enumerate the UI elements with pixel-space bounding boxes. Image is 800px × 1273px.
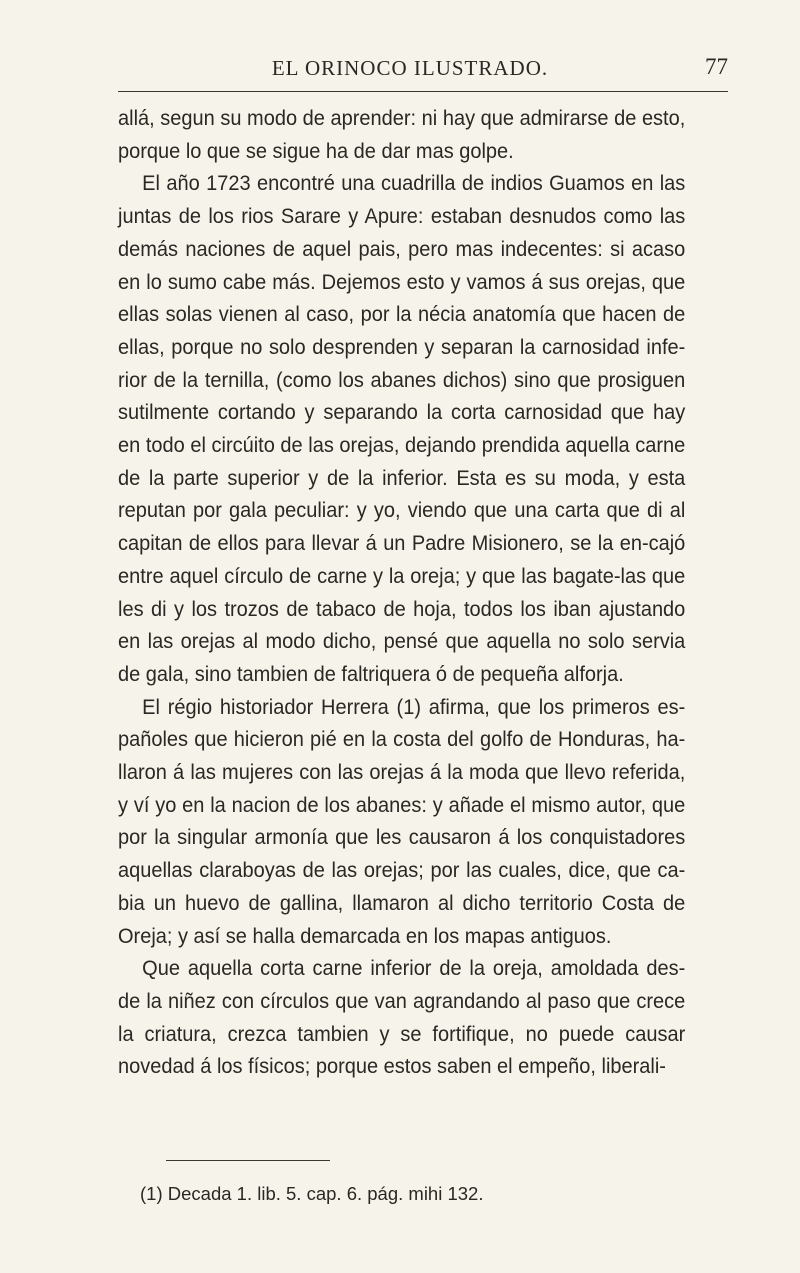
header-rule: [118, 91, 728, 92]
paragraph: El régio historiador Herrera (1) afirma, que los primeros es-pañoles que hicieron pié en la costa del golfo de Honduras, ha-llaron á las mujeres con las orejas á la moda que llevo referida, y ví yo en la nacion de los abanes: y añade el mismo autor, que por la singular armonía que les causaron á los conquistadores aquellas claraboyas de las orejas; por las cuales, dice, que ca-bia un huevo de gallina, llamaron al dicho territorio Costa de Oreja; y así se halla demarcada en los mapas antiguos.: [118, 694, 686, 948]
page-header: [118, 52, 728, 82]
running-title: EL ORINOCO ILUSTRADO.: [271, 56, 549, 80]
footnote-rule: [166, 1160, 330, 1161]
paragraph: allá, segun su modo de aprender: ni hay que admirarse de esto, porque lo que se sigue ha de dar mas golpe.: [118, 106, 686, 163]
footnote: (1) Decada 1. lib. 5. cap. 6. pág. mihi 132.: [140, 1183, 484, 1204]
paragraph: Que aquella corta carne inferior de la oreja, amoldada des-de la niñez con círculos que van agrandando al paso que crece la criatura, crezca tambien y se fortifique, no puede causar novedad á los físicos; porque estos saben el empeño, liberali-: [118, 956, 686, 1079]
page-number: 77: [705, 54, 728, 79]
body-text: [118, 102, 685, 1083]
paragraph: El año 1723 encontré una cuadrilla de indios Guamos en las juntas de los rios Sarare y Apure: estaban desnudos como las demás naciones de aquel pais, pero mas indecentes: si acaso en lo sumo cabe más. Dejemos esto y vamos á sus orejas, que ellas solas vienen al caso, por la nécia anatomía que hacen de ellas, porque no solo desprenden y separan la carnosidad infe-rior de la ternilla, (como los abanes dichos) sino que prosiguen sutilmente cortando y separando la corta carnosidad que hay en todo el circúito de las orejas, dejando prendida aquella carne de la parte superior y de la inferior. Esta es su moda, y esta reputan por gala peculiar: y yo, viendo que una carta que di al capitan de ellos para llevar á un Padre Misionero, se la en-cajó entre aquel círculo de carne y la oreja; y que las bagate-las que les di y los trozos de tabaco de hoja, todos los iban ajustando en las orejas al modo dicho, pensé que aquella no solo servia de gala, sino tambien de faltriquera ó de pequeña alforja.: [118, 171, 686, 686]
